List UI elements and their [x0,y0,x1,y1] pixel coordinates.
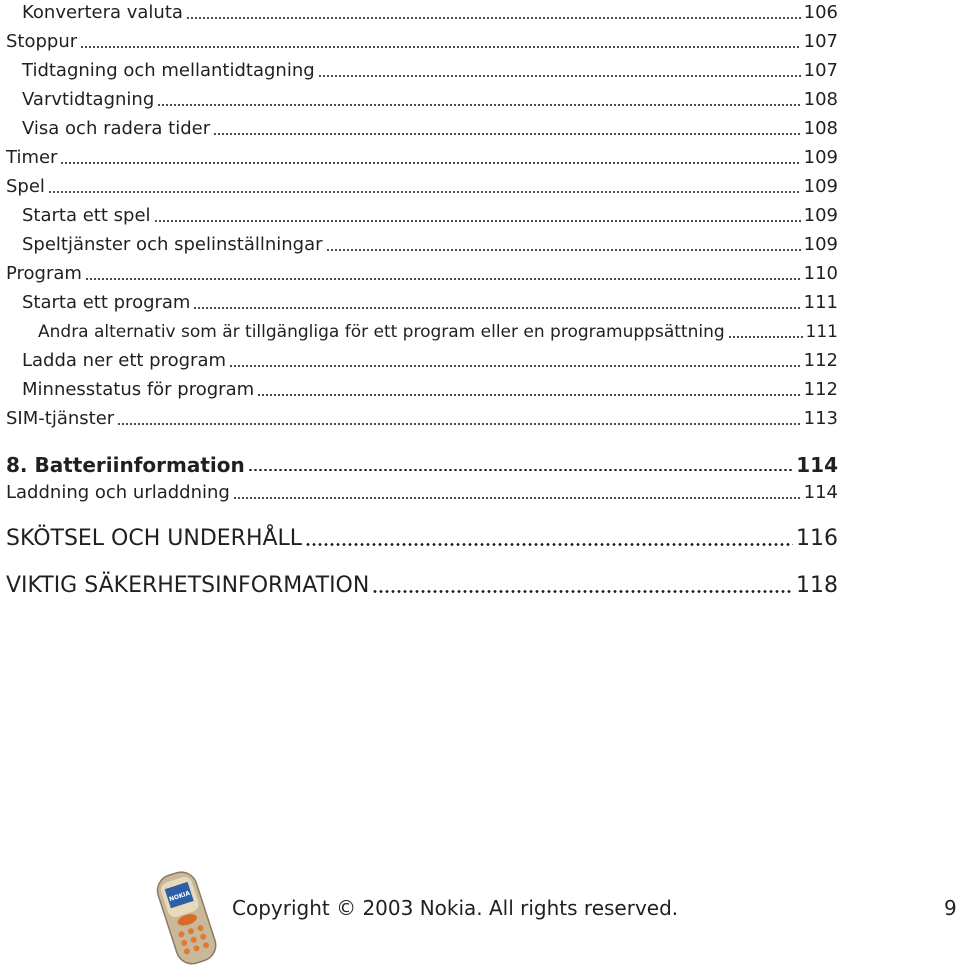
toc-major-entry[interactable] [6,573,838,599]
dot-leader [305,543,793,546]
toc-entry-page: 107 [803,60,838,81]
toc-entry-page: 112 [803,379,838,400]
nokia-phone-icon [148,866,224,966]
toc-entry-page: 109 [803,176,838,197]
toc-entry-title: Spel [6,176,45,197]
toc-entry-page: 111 [805,322,838,342]
page-footer [0,860,960,966]
toc-entry-title: Program [6,263,82,284]
toc-entry-page: 113 [803,408,838,429]
toc-entry-title: Varvtidtagning [22,89,155,110]
dot-leader [372,590,793,593]
toc-entry-title: Starta ett program [22,292,191,313]
dot-leader [186,17,801,19]
toc-entry-page: 118 [796,573,838,598]
toc-entry[interactable] [38,321,838,343]
toc-entry-title: Starta ett spel [22,205,151,226]
toc-entry-page: 106 [803,2,838,23]
phone-logo-text: NOKIA [168,889,192,904]
toc-entry-title: Laddning och urladdning [6,482,230,503]
toc-entry[interactable] [22,292,838,314]
toc-entry[interactable] [22,205,838,227]
toc-entry[interactable] [22,89,838,111]
toc-entry-title: Minnesstatus för program [22,379,255,400]
toc-entry-title: Ladda ner ett program [22,350,227,371]
toc-entry-page: 111 [803,292,838,313]
toc-entry-title: SKÖTSEL OCH UNDERHÅLL [6,526,303,551]
dot-leader [728,336,803,338]
dot-leader [213,133,801,135]
toc-entry[interactable] [6,31,838,53]
toc-entry[interactable] [22,60,838,82]
toc-entry-title: Stoppur [6,31,78,52]
dot-leader [233,497,801,499]
toc-entry-page: 116 [796,526,838,551]
dot-leader [117,423,800,425]
toc-entry-title: Speltjänster och spelinställningar [22,234,323,255]
toc-entry-page: 109 [803,205,838,226]
toc-entry[interactable] [6,147,838,169]
toc-entry[interactable] [22,2,838,24]
toc-entry-title: VIKTIG SÄKERHETSINFORMATION [6,573,370,598]
toc-entry[interactable] [6,263,838,285]
dot-leader [157,104,800,106]
toc-major-entry[interactable] [6,526,838,552]
dot-leader [318,75,801,77]
toc-entry-page: 109 [803,147,838,168]
dot-leader [257,394,801,396]
dot-leader [60,162,800,164]
dot-leader [193,307,800,309]
toc-entry[interactable] [22,234,838,256]
toc-entry[interactable] [22,350,838,372]
toc-entry-page: 109 [803,234,838,255]
toc-entry-title: Timer [6,147,58,168]
page-number: 9 [944,896,957,920]
toc-entry-page: 107 [803,31,838,52]
toc-entry-title: Andra alternativ som är tillgängliga för ett program eller en programuppsättning [38,322,725,342]
toc-chapter-entry[interactable] [6,453,838,477]
dot-leader [326,249,801,251]
toc-entry-title: Tidtagning och mellantidtagning [22,60,315,81]
dot-leader [80,46,800,48]
toc-entry-page: 114 [796,453,838,477]
toc-entry[interactable] [6,176,838,198]
toc-entry[interactable] [6,408,838,430]
toc-entry[interactable] [6,482,838,504]
copyright-notice: Copyright © 2003 Nokia. All rights reserved. [232,896,679,920]
toc-entry[interactable] [22,118,838,140]
toc-entry[interactable] [22,379,838,401]
toc-entry-page: 112 [803,350,838,371]
toc-entry-page: 110 [803,263,838,284]
dot-leader [85,278,801,280]
toc-entry-title: Konvertera valuta [22,2,183,23]
dot-leader [48,191,801,193]
toc-entry-page: 108 [803,89,838,110]
toc-entry-title: SIM-tjänster [6,408,115,429]
toc-entry-title: 8. Batteriinformation [6,453,245,477]
toc-entry-title: Visa och radera tider [22,118,211,139]
dot-leader [229,365,801,367]
dot-leader [248,469,794,472]
toc-entry-page: 114 [803,482,838,503]
dot-leader [154,220,801,222]
toc-entry-page: 108 [803,118,838,139]
